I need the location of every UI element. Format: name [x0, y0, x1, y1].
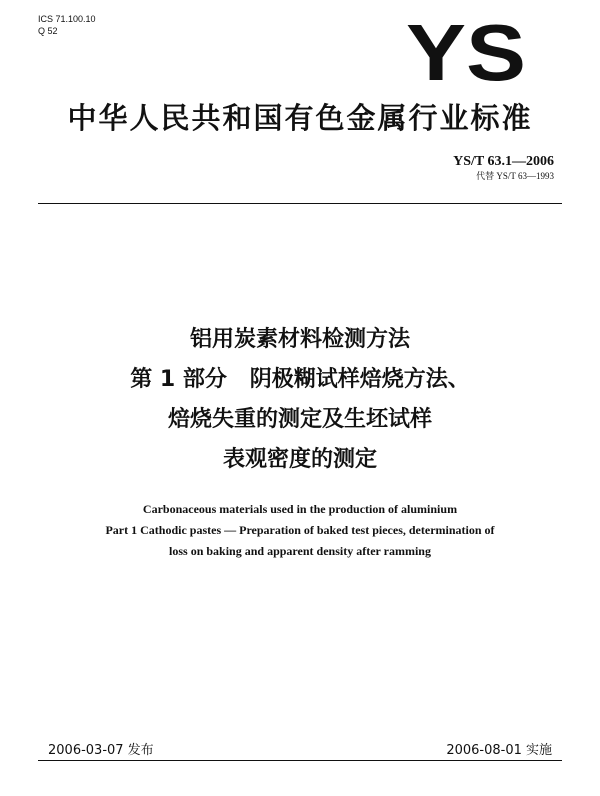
- english-title-line-1: Carbonaceous materials used in the production of aluminium: [142, 502, 458, 516]
- chinese-title-line-2: 第 1 部分 阴极糊试样焙烧方法、: [130, 367, 470, 392]
- ccs-code: Q 52: [38, 26, 58, 36]
- chinese-title-line-3: 焙烧失重的测定及生坯试样: [167, 407, 432, 432]
- organization-title: 中华人民共和国有色金属行业标准: [67, 101, 533, 135]
- header-divider: [38, 203, 562, 204]
- english-title: [0, 499, 600, 562]
- issue-date: 2006-03-07 发布: [48, 743, 154, 758]
- chinese-title-line-4: 表观密度的测定: [222, 447, 377, 472]
- chinese-title: [0, 320, 600, 480]
- standard-number: [453, 153, 554, 182]
- ics-code: ICS 71.100.10: [38, 14, 96, 24]
- footer-divider: [38, 760, 562, 761]
- english-title-line-3: loss on baking and apparent density after ramming: [169, 544, 431, 558]
- classification-codes: [38, 13, 96, 37]
- standard-code: YS/T 63.1—2006: [453, 154, 554, 169]
- ys-logo: [404, 14, 528, 84]
- chinese-title-line-1: 铝用炭素材料检测方法: [189, 327, 410, 352]
- english-title-line-2: Part 1 Cathodic pastes — Preparation of baked test pieces, determination of: [105, 523, 495, 537]
- logo-text: YS: [406, 14, 526, 84]
- implementation-date: 2006-08-01 实施: [446, 743, 552, 758]
- replaces-note: 代替 YS/T 63—1993: [476, 171, 554, 181]
